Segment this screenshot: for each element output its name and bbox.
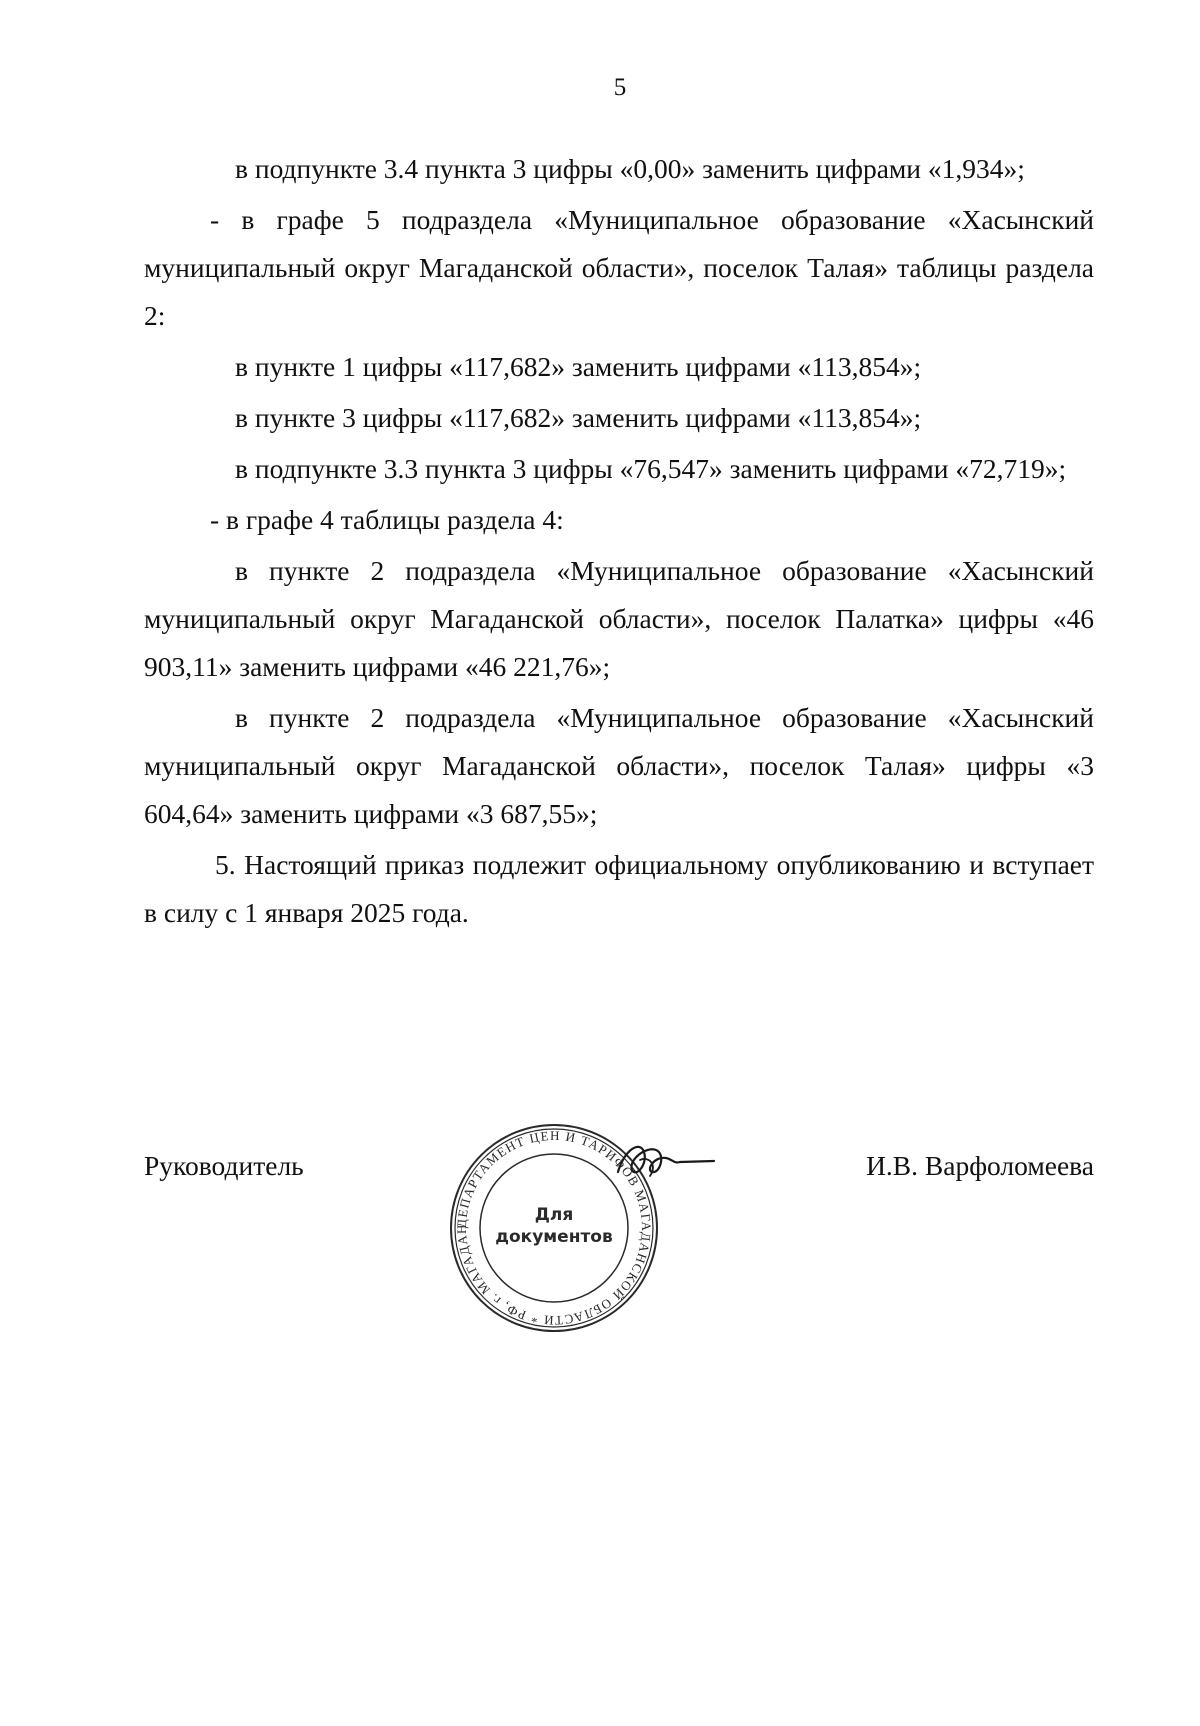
page-number: 5 — [613, 74, 627, 101]
paragraph-item-5-publication: 5. Настоящий приказ подлежит официальному опубликованию и вступает в силу с 1 января 2025 года. — [144, 849, 1094, 928]
signatory-name: И.В. Варфоломеева — [866, 1150, 1094, 1181]
paragraph-column-5-talaya: - в графе 5 подраздела «Муниципальное образование «Хасынский муниципальный округ Магаданской области», поселок Талая» таблицы раздела 2: — [144, 204, 1094, 331]
document-body — [144, 145, 1094, 937]
paragraph-item-1: в пункте 1 цифры «117,682» заменить цифрами «113,854»; — [235, 351, 922, 382]
paragraph-item-3: в пункте 3 цифры «117,682» заменить цифрами «113,854»; — [235, 402, 922, 433]
paragraph-subitem-3-3: в подпункте 3.3 пункта 3 цифры «76,547» заменить цифрами «72,719»; — [235, 453, 1067, 484]
stamp-center-line2: документов — [495, 1227, 613, 1247]
paragraph-subitem-3-4: в подпункте 3.4 пункта 3 цифры «0,00» заменить цифрами «1,934»; — [235, 153, 1025, 184]
paragraph-item-2-palatka: в пункте 2 подраздела «Муниципальное образование «Хасынский муниципальный округ Магаданской области», поселок Палатка» цифры «46 903,11» заменить цифрами «46 221,76»; — [144, 555, 1094, 682]
paragraph-column-4-section-4: - в графе 4 таблицы раздела 4: — [210, 504, 564, 535]
paragraph-item-2-talaya: в пункте 2 подраздела «Муниципальное образование «Хасынский муниципальный округ Магаданской области», поселок Талая» цифры «3 604,64» заменить цифрами «3 687,55»; — [144, 702, 1094, 829]
signatory-role: Руководитель — [144, 1150, 304, 1181]
stamp-outer-text: ДЕПАРТАМЕНТ ЦЕН И ТАРИФОВ МАГАДАНСКОЙ ОБЛАСТИ * РФ, г. МАГАДАН — [453, 1127, 655, 1329]
stamp-center-line1: Для — [534, 1205, 574, 1225]
handwritten-signature — [610, 1130, 720, 1190]
